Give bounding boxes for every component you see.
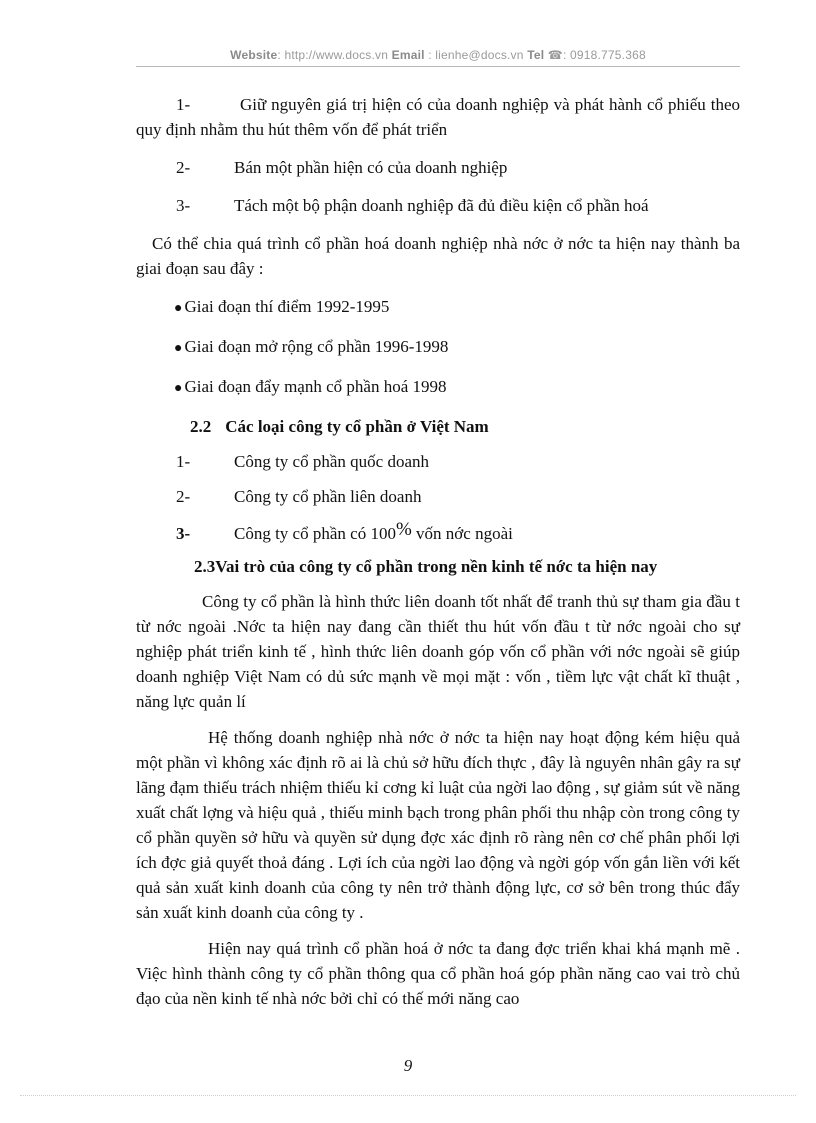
list1-item-1-text: Giữ nguyên giá trị hiện có của doanh nghiệp và phát hành cổ phiếu theo quy định nhằm thu hút thêm vốn để phát triển (136, 95, 741, 139)
paragraph-2: Hệ thống doanh nghiệp nhà nớc ở nớc ta hiện nay hoạt động kém hiệu quả một phần vì không xác định rõ ai là chủ sở hữu đích thực , đây là nguyên nhân gây ra sự lãng đạm thiếu trách nhiệm thiếu kỉ cơng kỉ luật của ngời lao động , sự giảm sút về năng xuất chất lợng và hiệu quả , thiếu minh bạch trong phân phối thu nhập còn trong công ty cổ phần quyền sở hữu và quyền sử dụng đợc xác định rõ ràng nên cơ chế phân phối lợi ích đợc giả quyết thoả đáng . Lợi ích của ngời lao động và ngời góp vốn gắn liền với kết quả sản xuất kinh doanh của công ty nên trở thành động lực, cơ sở bên trong thúc đẩy sản xuất kinh doanh của công ty . (136, 728, 740, 922)
bullet-text-2: Giai đoạn mở rộng cổ phần 1996-1998 (184, 337, 449, 356)
website-label: Website (230, 48, 278, 62)
bullet-dot-icon: ● (174, 301, 183, 316)
section-2-2-heading (136, 414, 740, 439)
list1-item-3-num: 3- (176, 196, 191, 215)
section-2-2-title: Các loại công ty cổ phần ở Việt Nam (225, 417, 489, 436)
list2-item-2 (136, 484, 740, 509)
tel-value: : 0918.775.368 (562, 48, 646, 62)
page-header (136, 48, 740, 62)
list2-item-3-text-before: Công ty cổ phần có 100 (234, 524, 396, 543)
website-value: : http://www.docs.vn (277, 48, 389, 62)
list2-item-3 (136, 521, 740, 546)
list1-item-2 (136, 155, 740, 180)
bullet-text-3: Giai đoạn đẩy mạnh cổ phần hoá 1998 (184, 377, 447, 396)
list2-item-3-text-after: vốn nớc ngoài (411, 524, 513, 543)
paragraph-1: Công ty cổ phần là hình thức liên doanh tốt nhất để tranh thủ sự tham gia đầu t từ nớc ngoài .Nớc ta hiện nay đang cần thiết thu hút vốn đầu t từ nớc ngoài cho sự nghiệp phát triển kinh tế , hình thức liên doanh góp vốn cổ phần với nớc ngoài sẽ giúp doanh nghiệp Việt Nam có dủ sức mạnh về mọi mặt : vốn , tiềm lực vật chất kĩ thuật , năng lực quản lí (136, 592, 740, 711)
page-number: 9 (403, 1056, 413, 1075)
list1-item-1 (136, 92, 740, 142)
email-value: : lienhe@docs.vn (428, 48, 524, 62)
list1-item-2-text: Bán một phần hiện có của doanh nghiệp (234, 158, 508, 177)
bullet-item-1 (136, 294, 740, 321)
list1-item-3-text: Tách một bộ phận doanh nghiệp đã đủ điều kiện cổ phần hoá (234, 196, 649, 215)
intro-paragraph: Có thể chia quá trình cổ phần hoá doanh nghiệp nhà nớc ở nớc ta hiện nay thành ba giai đoạn sau đây : (136, 234, 740, 278)
paragraph-3: Hiện nay quá trình cổ phần hoá ở nớc ta đang đợc triển khai khá mạnh mẽ . Việc hình thành công ty cổ phần thông qua cổ phần hoá góp phần năng cao vai trò chủ đạo của nền kinh tế nhà nớc bởi chỉ có thế mới năng cao (136, 939, 740, 1008)
list2-item-1-num: 1- (176, 452, 191, 471)
percent-sign: % (395, 519, 412, 540)
list2-item-1 (136, 449, 740, 474)
tel-label: Tel (527, 48, 545, 62)
list2-item-1-text: Công ty cổ phần quốc doanh (234, 452, 429, 471)
list2-item-2-text: Công ty cổ phần liên doanh (234, 487, 422, 506)
document-body (136, 92, 740, 1022)
list2-item-3-num: 3- (176, 524, 191, 543)
list1-item-2-num: 2- (176, 158, 191, 177)
list1-item-1-num: 1- (176, 95, 191, 114)
bullet-text-1: Giai đoạn thí điểm 1992-1995 (184, 297, 390, 316)
section-2-2-number: 2.2 (190, 417, 212, 436)
list2-item-2-num: 2- (176, 487, 191, 506)
phone-icon: ☎ (547, 48, 563, 62)
bullet-dot-icon: ● (174, 381, 183, 396)
list2-item-3-text (234, 521, 740, 546)
footer-divider (20, 1095, 796, 1096)
bullet-item-2 (136, 334, 740, 361)
bullet-item-3 (136, 374, 740, 401)
list1-item-3 (136, 193, 740, 218)
section-2-3-heading: 2.3Vai trò của công ty cổ phần trong nền kinh tế nớc ta hiện nay (194, 557, 658, 576)
bullet-dot-icon: ● (174, 341, 183, 356)
header-divider (136, 66, 740, 67)
email-label: Email (391, 48, 425, 62)
